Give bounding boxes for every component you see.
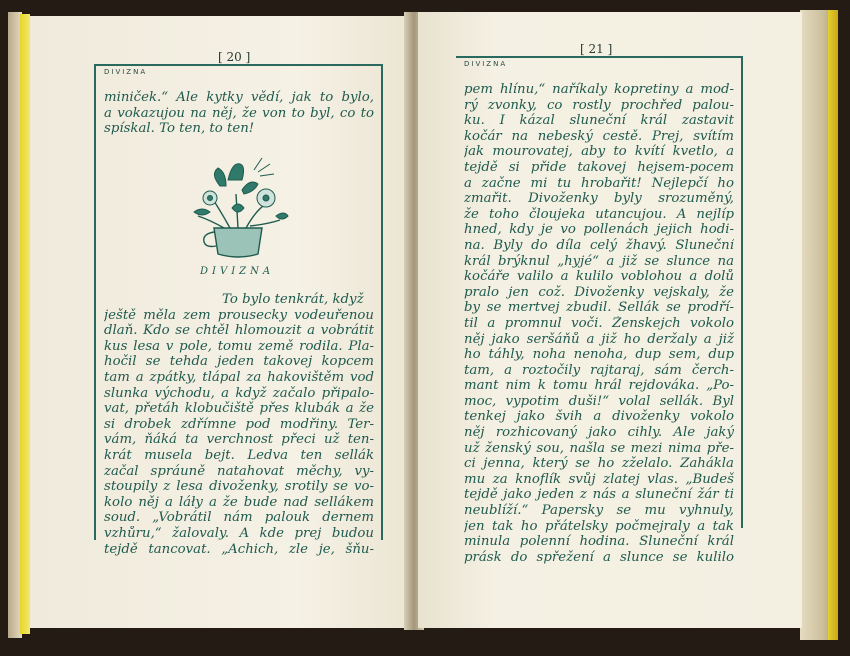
text-line: moc, vypotim duši!“ volal sellák. Byl bbox=[464, 393, 734, 409]
text-line: tenkej jako švih a divoženky vokolo bbox=[464, 409, 734, 425]
book-spine-yellow-strip bbox=[20, 14, 30, 634]
text-line: na. Byly do díla celý žhavý. Sluneční bbox=[464, 237, 734, 253]
text-line: prásk do spřežení a slunce se kulilo bbox=[464, 549, 734, 565]
text-line: spískal. To ten, to ten! bbox=[104, 121, 255, 137]
text-line: a vokazujou na něj, že von to byl, co to bbox=[104, 105, 374, 121]
right-side-rule-right bbox=[741, 56, 743, 528]
text-line: tejdě si přide takovej hejsem-pocem bbox=[464, 159, 734, 175]
text-line: by se mertvej zbudil. Sellák se prodří- bbox=[464, 300, 734, 316]
text-line: mant nim k tomu hrál rejdováka. „Po- bbox=[464, 378, 734, 394]
flower-pot-icon bbox=[180, 150, 292, 262]
text-line: pralo jen což. Divoženky vejskaly, že bbox=[464, 284, 734, 300]
text-line: si drobek zdřímne pod modřiny. Ter- bbox=[104, 416, 374, 432]
text-line: pem hlínu,“ naříkaly kopretiny a mod- bbox=[464, 82, 734, 97]
left-body-paragraph bbox=[104, 292, 374, 557]
text-line: stoupily z lesa divoženky, srotily se vo- bbox=[104, 479, 374, 495]
text-line: rý zvonky, co rostly prochřed palou- bbox=[464, 97, 734, 113]
right-body-paragraph bbox=[464, 82, 734, 565]
text-line: král brýknul „hyjé“ a již se slunce na bbox=[464, 253, 734, 269]
text-line: ještě měla zem prousecky vodeuřenou bbox=[104, 307, 374, 323]
left-side-rule-right bbox=[381, 64, 383, 540]
text-line: tejdě tancovat. „Achich, zle je, šňu- bbox=[104, 541, 374, 557]
text-line: hned, kdy je vo pollenách jejich hodi- bbox=[464, 222, 734, 238]
text-line: něj jako seršáňů a již ho deržaly a již bbox=[464, 331, 734, 347]
text-line: dlaň. Kdo se chtěl hlomouzit a vobrátit bbox=[104, 323, 374, 339]
text-line: mu za knoflík svůj zlatej vlas. „Budeš bbox=[464, 471, 734, 487]
text-line: a začne mi tu hrobařit! Nejlepčí ho bbox=[464, 175, 734, 191]
book-cover-yellow-edge-right bbox=[828, 10, 838, 640]
left-side-rule-left bbox=[94, 64, 96, 540]
right-running-head: DIVIZNA bbox=[464, 60, 508, 68]
text-line: vzhůru,“ žalovaly. A kde prej budou bbox=[104, 525, 374, 541]
text-line: tejdě jako jeden z nás a sluneční žár ti bbox=[464, 487, 734, 503]
text-line: jen tak ho přátelsky počmejraly a tak bbox=[464, 518, 734, 534]
text-line: ku. I kázal sluneční král zastavit bbox=[464, 113, 734, 129]
right-page-number: [ 21 ] bbox=[580, 42, 613, 56]
text-line: něj rozhicovaný jako cihly. Ale jaký bbox=[464, 425, 734, 441]
text-line: neublíží.“ Papersky se mu vyhnuly, bbox=[464, 503, 734, 519]
text-line: krát musela bejt. Ledva ten sellák bbox=[104, 447, 374, 463]
text-line: slunka východu, a když začalo připalo- bbox=[104, 385, 374, 401]
left-page-number: [ 20 ] bbox=[218, 50, 251, 64]
text-line: kus lesa v pole, tomu země rodila. Pla- bbox=[104, 338, 374, 354]
text-line: kočáře valilo a kulilo voblohou a dolů bbox=[464, 269, 734, 285]
text-line: tam, a roztočily rajtaraj, sám čerch- bbox=[464, 362, 734, 378]
text-line: že toho čloujeka utancujou. A nejlíp bbox=[464, 206, 734, 222]
text-line: zmařit. Divoženky byly srozuměný, bbox=[464, 191, 734, 207]
text-line: minula polenní hodina. Sluneční král bbox=[464, 534, 734, 550]
left-top-paragraph bbox=[104, 90, 374, 137]
text-line: už ženský sou, našla se mezi nima pře- bbox=[464, 440, 734, 456]
text-line: miniček.“ Ale kytky vědí, jak to bylo, bbox=[104, 90, 374, 105]
left-top-rule bbox=[94, 64, 382, 66]
text-line: hočil se tehda jeden takovej kopcem bbox=[104, 354, 374, 370]
text-line: To bylo tenkrát, když bbox=[222, 292, 364, 307]
right-top-rule bbox=[456, 56, 742, 58]
text-line: soud. „Vobrátil nám palouk dernem bbox=[104, 510, 374, 526]
illustration-caption: DIVIZNA bbox=[200, 266, 275, 277]
left-running-head: DIVIZNA bbox=[104, 68, 148, 76]
text-line: til a promnul voči. Ženskejch vokolo bbox=[464, 315, 734, 331]
text-line: začal spráuně natahovat měchy, vy- bbox=[104, 463, 374, 479]
text-line: tam a zpátky, tlápal za hakovištěm vod bbox=[104, 369, 374, 385]
text-line: kočár na nebeský cestě. Prej, svítím bbox=[464, 128, 734, 144]
text-line: vám, ňáká ta verchnost přeci už ten- bbox=[104, 432, 374, 448]
text-line: ho táhly, noha nenoha, dup sem, dup bbox=[464, 347, 734, 363]
text-line: ci jenna, který se ho zželalo. Zahákla bbox=[464, 456, 734, 472]
text-line: jak mourovatej, aby to kvítí kvetlo, a bbox=[464, 144, 734, 160]
text-line: kolo něj a láły a že bude nad sellákem bbox=[104, 494, 374, 510]
text-line: vat, přetáh klobučiště přes klubák a že bbox=[104, 401, 374, 417]
